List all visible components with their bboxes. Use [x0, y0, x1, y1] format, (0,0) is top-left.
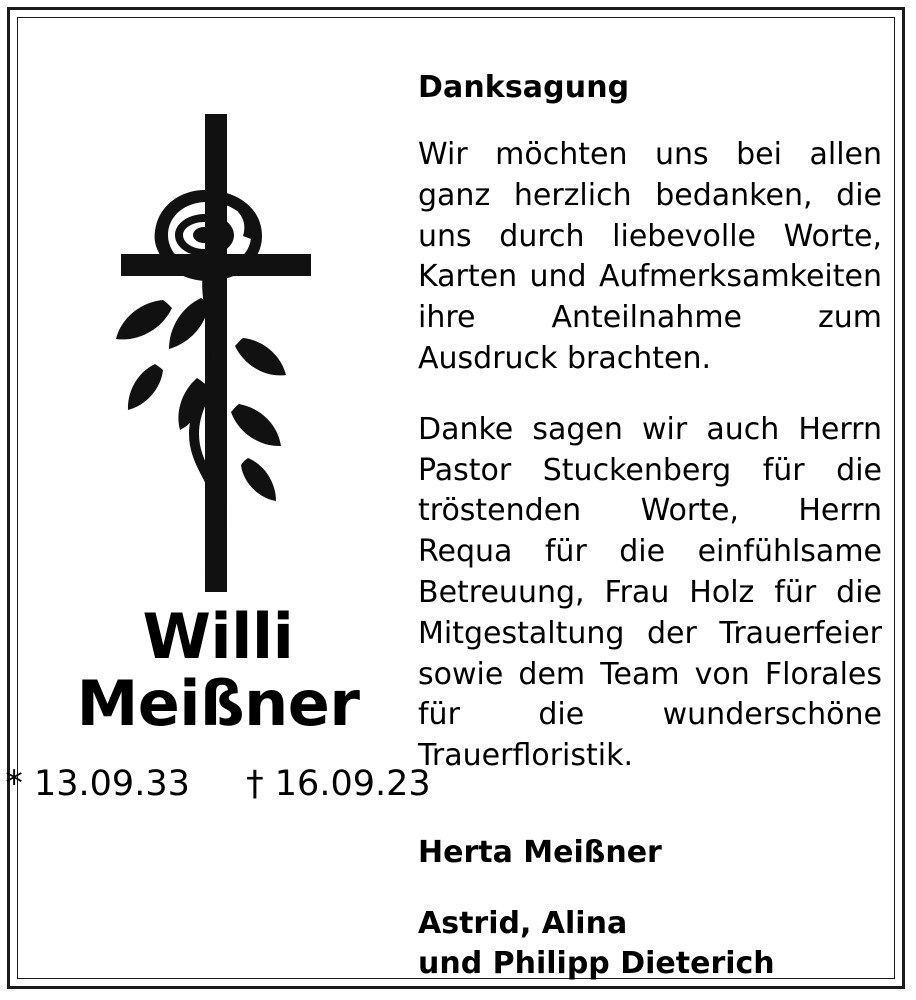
signature-primary: Herta Meißner: [418, 834, 662, 870]
signature-block: [418, 835, 882, 984]
signature-line-1: Astrid, Alina: [418, 905, 628, 941]
death-symbol: †: [246, 763, 264, 804]
deceased-last-name: Meißner: [76, 666, 360, 740]
death-date: 16.09.23: [274, 763, 431, 804]
thanks-paragraph-2: Danke sagen wir auch Herrn Pastor Stuckenberg für die tröstenden Worte, Herrn Requa für die einfühlsame Betreuung, Frau Holz für die Mitgestaltung der Trauerfeier sowie dem Team von Florales für die wunderschöne Trauerfloristik.: [418, 411, 882, 774]
life-dates: [5, 764, 430, 804]
birth-date: 13.09.33: [34, 763, 190, 804]
obituary-notice: [7, 7, 905, 989]
notice-inner-border: [5, 17, 895, 981]
notice-columns: [5, 18, 894, 981]
signature-line-2: und Philipp Dieterich: [418, 945, 775, 981]
thanks-paragraph-1: Wir möchten uns bei allen ganz herzlich bedanken, die uns durch liebevolle Worte, Karten und Aufmerksamkeiten ihre Anteilnahme zum Ausdruck brachten.: [418, 137, 882, 376]
deceased-name: [76, 600, 360, 740]
cross-with-rose-icon: [93, 102, 343, 592]
birth-symbol: *: [5, 763, 23, 804]
thanks-heading: Danksagung: [418, 70, 630, 105]
deceased-first-name: Willi: [142, 600, 294, 673]
left-column: [5, 18, 431, 978]
right-column: [418, 18, 894, 981]
